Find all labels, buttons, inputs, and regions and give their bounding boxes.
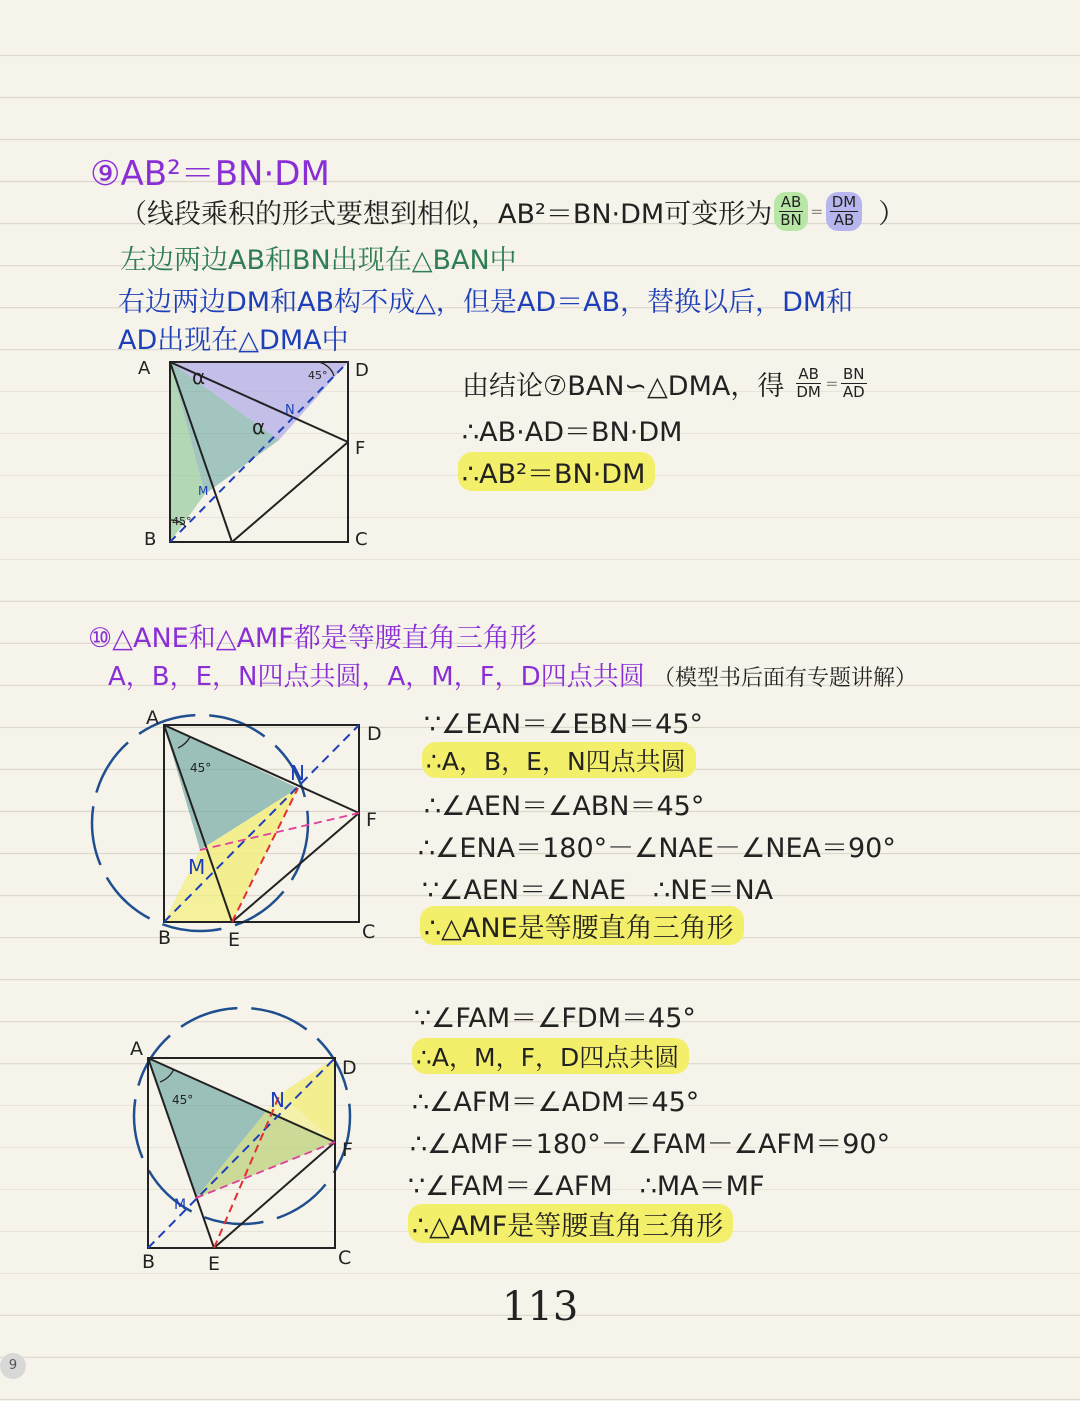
proof-amf-line2: ∴A，M，F，D四点共圆 <box>412 1038 689 1074</box>
label-n: N <box>285 403 295 418</box>
fraction-bn-ad <box>841 366 867 401</box>
proof-amf-line3: ∴∠AFM＝∠ADM＝45° <box>412 1087 700 1118</box>
label-f: F <box>355 438 366 459</box>
proof-ane-line2: ∴A，B，E，N四点共圆 <box>422 742 696 778</box>
fraction-denominator: AB <box>833 211 855 229</box>
section9-proof1 <box>462 364 869 403</box>
label-m: M <box>188 855 206 879</box>
fraction-numerator: BN <box>842 365 865 383</box>
label-m: M <box>174 1197 187 1213</box>
section10-subtitle: A，B，E，N四点共圆，A，M，F，D四点共圆 <box>108 662 645 692</box>
fraction-denominator: AD <box>842 383 865 401</box>
label-e: E <box>208 1253 221 1275</box>
proof-ane-line1: ∵∠EAN＝∠EBN＝45° <box>424 709 703 740</box>
proof-amf-line4: ∴∠AMF＝180°－∠FAM－∠AFM＝90° <box>410 1129 891 1160</box>
section9-note <box>120 192 905 231</box>
section10-subtitle-note: （模型书后面有专题讲解） <box>652 666 917 691</box>
label-c: C <box>362 921 376 943</box>
figure-square-bn-dm <box>130 352 390 557</box>
label-n: N <box>270 1088 285 1112</box>
fraction-denominator: BN <box>780 211 802 229</box>
section10-subtitle-row <box>108 656 917 693</box>
alpha-n: α <box>252 415 266 439</box>
label-b: B <box>158 927 172 949</box>
section9-proof2: ∴AB·AD＝BN·DM <box>462 417 683 448</box>
proof-amf-conclusion: ∴△AMF是等腰直角三角形 <box>408 1204 733 1243</box>
fraction-ab-dm <box>794 366 823 401</box>
angle-45: 45° <box>190 761 212 775</box>
page-number: 113 <box>502 1284 579 1330</box>
proof-ane-line3: ∴∠AEN＝∠ABN＝45° <box>424 791 705 822</box>
angle-45: 45° <box>172 1093 194 1107</box>
label-a: A <box>130 1038 143 1060</box>
label-b: B <box>144 529 157 550</box>
fraction-numerator: AB <box>798 365 819 383</box>
proof1-text: 由结论⑦BAN∽△DMA，得 <box>462 371 785 402</box>
proof-amf-line5: ∵∠FAM＝∠AFM ∴MA＝MF <box>408 1171 765 1202</box>
section9-title: ⑨AB²＝BN·DM <box>90 154 330 194</box>
fraction-numerator: AB <box>780 193 802 211</box>
label-a: A <box>146 707 159 729</box>
label-d: D <box>367 723 382 745</box>
figure-circle-abne <box>90 700 410 955</box>
angle-45-top: 45° <box>308 369 328 382</box>
section10-title: ⑩△ANE和△AMF都是等腰直角三角形 <box>88 623 537 654</box>
label-c: C <box>355 529 368 550</box>
label-n: N <box>290 761 305 785</box>
section9-line-right1: 右边两边DM和AB构不成△，但是AD＝AB，替换以后，DM和 <box>118 287 854 318</box>
proof-ane-line5: ∵∠AEN＝∠NAE ∴NE＝NA <box>422 875 774 906</box>
fraction-denominator: DM <box>796 383 821 401</box>
side-badge: 9 <box>0 1353 26 1379</box>
proof-ane-conclusion: ∴△ANE是等腰直角三角形 <box>420 906 744 945</box>
fraction-ab-bn <box>774 192 808 231</box>
proof-ane-line4: ∴∠ENA＝180°－∠NAE－∠NEA＝90° <box>418 833 896 864</box>
label-f: F <box>342 1139 353 1161</box>
fraction-numerator: DM <box>831 193 857 211</box>
proof-amf-line1: ∵∠FAM＝∠FDM＝45° <box>414 1003 696 1034</box>
section9-proof3: ∴AB²＝BN·DM <box>458 452 655 491</box>
label-d: D <box>355 360 369 381</box>
label-d: D <box>342 1057 357 1079</box>
alpha-a: α <box>192 365 206 389</box>
label-m: M <box>198 484 209 498</box>
fraction-dm-ab <box>826 192 863 231</box>
angle-45-bottom: 45° <box>172 515 192 528</box>
label-f: F <box>366 809 377 831</box>
fraction-equals: ＝ <box>824 376 839 393</box>
fraction-equals: ＝ <box>809 204 824 221</box>
figure-circle-amfd <box>118 994 378 1279</box>
label-e: E <box>228 929 241 951</box>
label-a: A <box>138 358 151 379</box>
section9-line-right2: AD出现在△DMA中 <box>118 325 349 356</box>
section9-note-after: ） <box>878 199 906 230</box>
label-c: C <box>338 1247 352 1269</box>
label-b: B <box>142 1251 156 1273</box>
section9-note-before: （线段乘积的形式要想到相似，AB²＝BN·DM可变形为 <box>120 199 773 230</box>
section9-line-left: 左边两边AB和BN出现在△BAN中 <box>120 245 517 276</box>
